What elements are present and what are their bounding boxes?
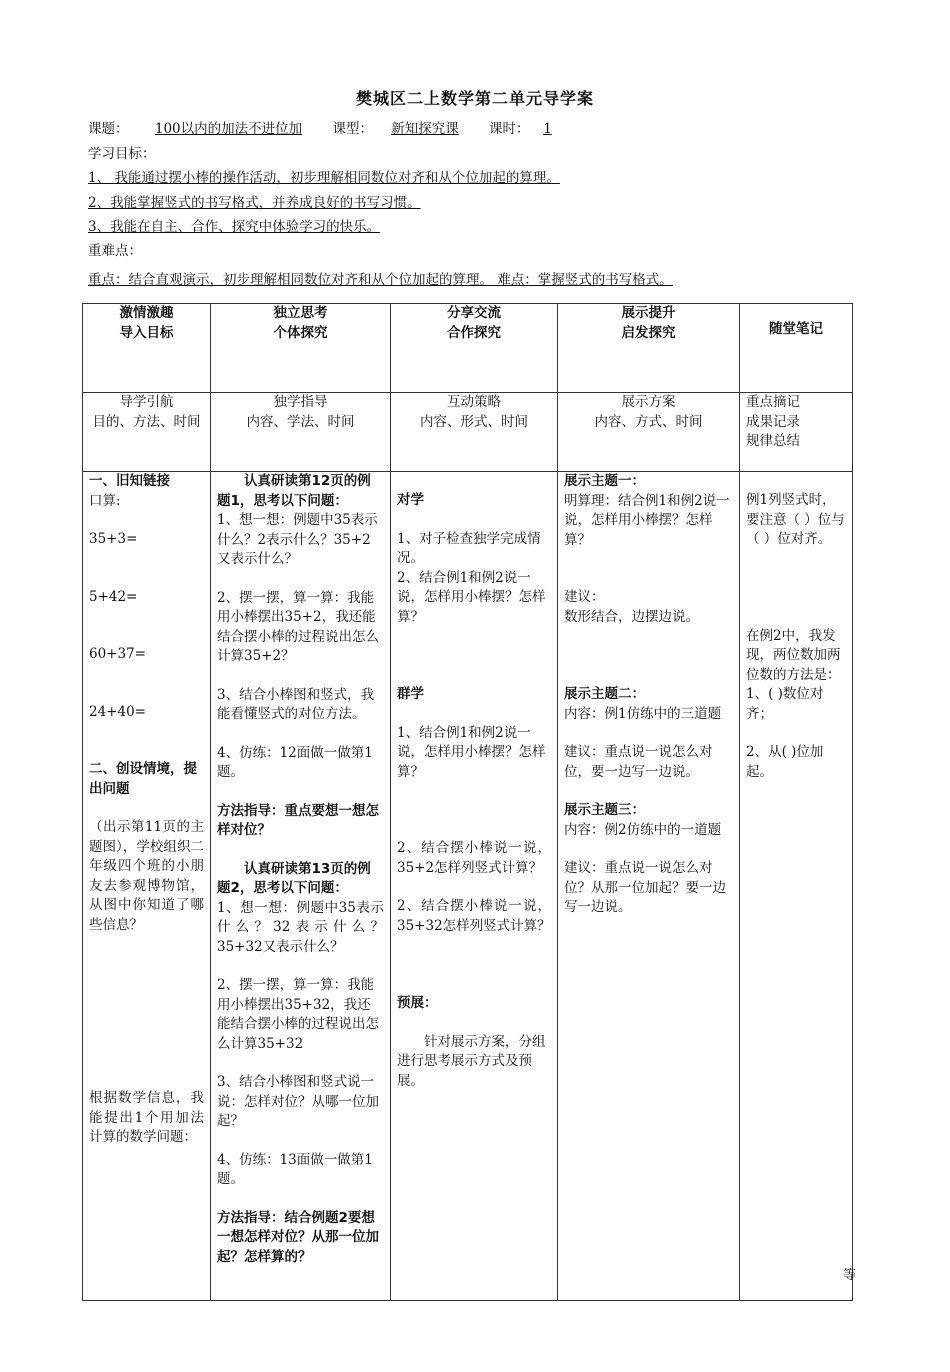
study-step: 1、想一想：例题中35表示什么？32表示什么？35+32又表示什么？ xyxy=(217,899,384,955)
preview-text: 针对展示方案，分组进行思考展示方式及预展。 xyxy=(397,1033,546,1089)
period-label: 课时： xyxy=(489,121,530,137)
study-step: 2、摆一摆，算一算：我能用小棒摆出35+2，我还能结合摆小棒的过程说出怎么计算35+2？ xyxy=(217,589,379,664)
lesson-meta xyxy=(88,117,566,137)
calc-label: 口算: xyxy=(89,492,121,509)
subheader-cell: 重点摘记 成果记录 规律总结 xyxy=(740,393,853,472)
note-item: 在例2中，我发现，两位数加两位数的方法是：1、( )数位对齐； xyxy=(746,627,841,722)
calc-item: 24+40= xyxy=(89,703,146,720)
study-step: 3、结合小棒图和竖式，我能看懂竖式的对位方法。 xyxy=(217,686,375,722)
goals-label: 学习目标： xyxy=(88,146,156,162)
group-item: 1、结合例1和例2说一说，怎样用小棒摆？怎样算？ xyxy=(397,724,546,780)
section-title: 一、旧知链接 xyxy=(89,473,170,489)
period-value: 1 xyxy=(543,121,552,137)
study-step: 2、摆一摆，算一算：我能用小棒摆出35+32，我还能结合摆小棒的过程说出怎么计算35+32 xyxy=(217,977,379,1052)
study-step: 3、结合小棒图和竖式说一说：怎样对位？从哪一位加起？ xyxy=(217,1074,379,1129)
pair-item: 2、结合例1和例2说一说，怎样用小棒摆？怎样算？ xyxy=(397,569,546,625)
pair-item: 1、对子检查独学完成情况。 xyxy=(397,530,541,566)
type-value: 新知探究课 xyxy=(391,121,459,137)
header-cell: 独立思考 个体探究 xyxy=(211,304,391,393)
study-step: 4、仿练：13面做一做第1题。 xyxy=(217,1151,373,1187)
note-item: 例1列竖式时，要注意（ ）位与（ ）位对齐。 xyxy=(746,492,845,547)
group-item: 2、结合摆小棒说一说，35+32怎样列竖式计算？ xyxy=(397,898,551,934)
topic-content: 明算理：结合例1和例2说一说，怎样用小棒摆？怎样算？ xyxy=(564,492,730,548)
suggestion-text: 建议：重点说一说怎么对位？从那一位加起？要一边写一边说。 xyxy=(564,860,726,915)
study-step: 4、仿练：12面做一做第1题。 xyxy=(217,744,373,780)
corner-mark: 等 xyxy=(843,1268,857,1283)
group-item: 2、结合摆小棒说一说，35+2怎样列竖式计算？ xyxy=(397,840,551,876)
calc-item: 35+3= xyxy=(89,531,138,547)
keypoints-text: 重点：结合直观演示，初步理解相同数位对齐和从个位加起的算理。 难点：掌握竖式的书写格式。 xyxy=(88,272,673,288)
suggestion-text: 数形结合，边摆边说。 xyxy=(564,608,699,625)
suggestion-label: 建议： xyxy=(564,589,605,605)
example-heading: 认真研读第12页的例题1，思考以下问题： xyxy=(217,473,371,509)
header-cell: 分享交流 合作探究 xyxy=(391,304,558,393)
question-prompt: 根据数学信息，我能提出1个用加法计算的数学问题： xyxy=(89,1090,204,1145)
cooperation-column xyxy=(391,472,558,1301)
topic-title: 展示主题二： xyxy=(564,686,645,702)
goal-item: 2、我能掌握竖式的书写格式，并养成良好的书写习惯。 xyxy=(88,195,421,211)
type-label: 课型： xyxy=(332,121,373,137)
header-row xyxy=(83,304,853,393)
subheader-cell: 导学引航 目的、方法、时间 xyxy=(83,393,211,472)
subheader-cell: 展示方案 内容、方式、时间 xyxy=(558,393,740,472)
notes-column xyxy=(740,472,853,1301)
intro-column xyxy=(83,472,211,1301)
topic-title: 展示主题三： xyxy=(564,802,645,818)
preview-title: 预展： xyxy=(397,995,438,1011)
document-title: 樊城区二上数学第二单元导学案 xyxy=(355,89,594,108)
topic-label: 课题： xyxy=(88,121,129,137)
method-tip: 方法指导：结合例题2要想一想怎样对位？从那一位加起？怎样算的？ xyxy=(217,1209,379,1265)
calc-item: 60+37= xyxy=(89,646,146,662)
header-cell: 展示提升 启发探究 xyxy=(558,304,740,393)
keypoints-label: 重难点： xyxy=(88,243,142,259)
topic-title: 展示主题一： xyxy=(564,473,645,489)
subheader-row xyxy=(83,393,853,472)
note-item: 2、从( )位加起。 xyxy=(746,744,824,780)
header-cell: 激情激趣 导入目标 xyxy=(83,304,211,393)
calc-item: 5+42= xyxy=(89,588,138,605)
scenario-text: （出示第11页的主题图），学校组织二年级四个班的小朋友去参观博物馆，从图中你知道了哪些信息？ xyxy=(89,819,204,933)
self-study-column xyxy=(211,472,391,1301)
topic-content: 内容：例1仿练中的三道题 xyxy=(564,705,722,722)
study-step: 1、想一想：例题中35表示什么？2表示什么？35+2又表示什么？ xyxy=(217,512,378,567)
suggestion-text: 建议：重点说一说怎么对位，要一边写一边说。 xyxy=(564,744,713,780)
presentation-column xyxy=(558,472,740,1301)
section-title: 二、创设情境，提出问题 xyxy=(89,761,197,797)
group-study-title: 群学 xyxy=(397,686,424,702)
topic-value: 100以内的加法不进位加 xyxy=(154,121,303,137)
goal-item: 1、 我能通过摆小棒的操作活动，初步理解相同数位对齐和从个位加起的算理。 xyxy=(88,170,560,186)
header-cell: 随堂笔记 xyxy=(740,304,853,393)
method-tip: 方法指导：重点要想一想怎样对位？ xyxy=(217,802,379,838)
content-row xyxy=(83,472,853,1301)
pair-study-title: 对学 xyxy=(397,492,424,508)
subheader-cell: 互动策略 内容、形式、时间 xyxy=(391,393,558,472)
example-heading: 认真研读第13页的例题2，思考以下问题： xyxy=(217,860,371,896)
goal-item: 3、我能在自主、合作、探究中体验学习的快乐。 xyxy=(88,219,381,235)
topic-content: 内容：例2仿练中的一道题 xyxy=(564,821,722,838)
subheader-cell: 独学指导 内容、学法、时间 xyxy=(211,393,391,472)
study-table xyxy=(82,303,853,1301)
